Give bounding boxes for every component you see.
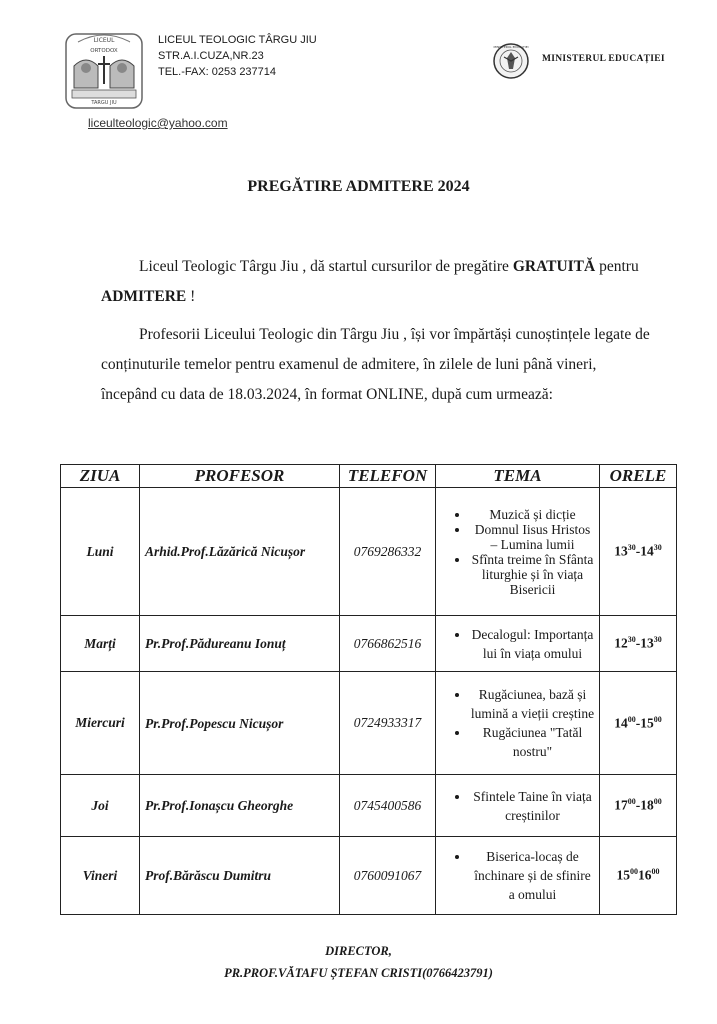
- topic-item: • Rugăciunea "Tatăl nostru": [470, 723, 595, 761]
- cell-topic: [436, 775, 600, 837]
- topic-item: • Sfintele Taine în viața creștinilor: [470, 787, 595, 825]
- column-header-day: ZIUA: [61, 465, 140, 488]
- table-header-row: [61, 465, 677, 488]
- column-header-phone: TELEFON: [340, 465, 436, 488]
- school-address: STR.A.I.CUZA,NR.23: [158, 50, 264, 62]
- topic-item: • Sfînta treime în Sfânta liturghie și în viața Bisericii: [470, 552, 595, 597]
- school-phone-fax: TEL.-FAX: 0253 237714: [158, 66, 277, 78]
- svg-text:ORTODOX: ORTODOX: [90, 48, 118, 54]
- cell-day: Marți: [61, 616, 140, 672]
- school-header: [158, 32, 317, 80]
- topic-item: • Decalogul: Importanța lui în viața omului: [470, 625, 595, 663]
- cell-hours: $14^{00}-15^{00}$: [600, 672, 677, 775]
- intro-text: Profesorii Liceului Teologic din Târgu Jiu , își vor împărtăși cunoștințele legate de conținuturile temelor pentru examenul de admitere, în zilele de luni până vineri, începând cu data de 18.03.2024, în format ONLINE, după cum urmează:: [101, 326, 650, 403]
- cell-hours: $17^{00}-18^{00}$: [600, 775, 677, 837]
- table-row: [61, 672, 677, 775]
- topic-item: • Domnul Iisus Hristos – Lumina lumii: [470, 522, 595, 552]
- cell-phone: 0745400586: [340, 775, 436, 837]
- director-name: PR.PROF.VĂTAFU ȘTEFAN CRISTI(0766423791): [224, 966, 493, 980]
- cell-professor: Arhid.Prof.Lăzărică Nicușor: [140, 488, 340, 616]
- intro-highlight-admission: ADMITERE: [101, 288, 187, 305]
- cell-hours: $12^{30}-13^{30}$: [600, 616, 677, 672]
- table-row: [61, 837, 677, 915]
- intro-highlight-free: GRATUITĂ: [512, 258, 596, 275]
- table-row: [61, 775, 677, 837]
- cell-professor: Prof.Bărăscu Dumitru: [140, 837, 340, 915]
- director-role: DIRECTOR,: [325, 944, 392, 958]
- cell-day: Vineri: [61, 837, 140, 915]
- school-email-link[interactable]: liceulteologic@yahoo.com: [88, 116, 228, 130]
- school-name: LICEUL TEOLOGIC TÂRGU JIU: [158, 34, 317, 46]
- ministry-seal: [492, 42, 530, 80]
- school-logo: [58, 28, 150, 112]
- intro-paragraph-1: [101, 252, 651, 312]
- svg-text:MINISTERUL EDUCAȚIEI: MINISTERUL EDUCAȚIEI: [493, 45, 529, 49]
- cell-topic: [436, 837, 600, 915]
- schedule-table: [60, 464, 677, 915]
- cell-day: Miercuri: [61, 672, 140, 775]
- cell-professor: Pr.Prof.Pădureanu Ionuț: [140, 616, 340, 672]
- cell-day: Luni: [61, 488, 140, 616]
- cell-professor: Pr.Prof.Popescu Nicușor: [140, 672, 340, 775]
- cell-phone: 0766862516: [340, 616, 436, 672]
- cell-topic: [436, 616, 600, 672]
- page-title: PREGĂTIRE ADMITERE 2024: [247, 178, 470, 195]
- column-header-topic: TEMA: [436, 465, 600, 488]
- ministry-name: MINISTERUL EDUCAȚIEI: [542, 54, 665, 64]
- cell-phone: 0769286332: [340, 488, 436, 616]
- topic-item: • Rugăciunea, bază și lumină a vieții creștine: [470, 685, 595, 723]
- topic-item: • Muzică și dicție: [470, 507, 595, 522]
- intro-text: !: [186, 288, 196, 305]
- column-header-hours: ORELE: [600, 465, 677, 488]
- intro-text: Liceul Teologic Târgu Jiu , dă startul cursurilor de pregătire: [139, 258, 513, 275]
- topic-item: • Biserica-locaș de închinare și de sfinire a omului: [470, 847, 595, 904]
- svg-text:LICEUL: LICEUL: [93, 37, 115, 44]
- table-row: [61, 488, 677, 616]
- cell-topic: [436, 672, 600, 775]
- cell-day: Joi: [61, 775, 140, 837]
- cell-hours: $13^{30}-14^{30}$: [600, 488, 677, 616]
- cell-hours: $15^{00}16^{00}$: [600, 837, 677, 915]
- table-row: [61, 616, 677, 672]
- cell-phone: 0724933317: [340, 672, 436, 775]
- cell-topic: [436, 488, 600, 616]
- column-header-professor: PROFESOR: [140, 465, 340, 488]
- cell-professor: Pr.Prof.Ionașcu Gheorghe: [140, 775, 340, 837]
- intro-text: pentru: [595, 258, 639, 275]
- signature-block: [0, 940, 717, 984]
- cell-phone: 0760091067: [340, 837, 436, 915]
- intro-paragraph-2: [101, 320, 651, 410]
- svg-text:TARGU JIU: TARGU JIU: [91, 100, 117, 106]
